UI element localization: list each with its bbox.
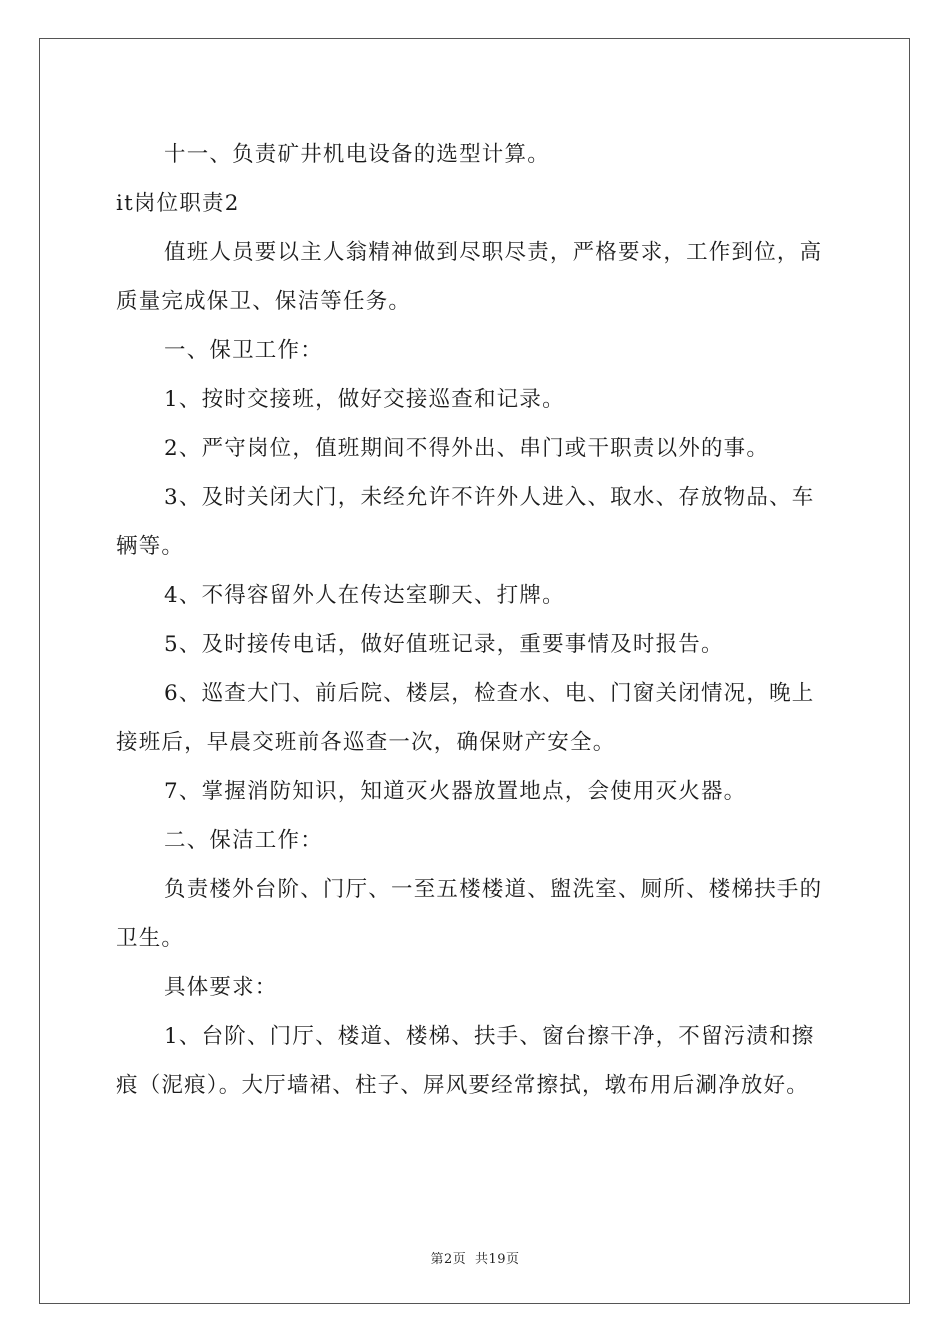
paragraph: 4、不得容留外人在传达室聊天、打牌。 [164, 583, 565, 608]
paragraph: 二、保洁工作： [164, 828, 323, 853]
paragraph: 1、按时交接班，做好交接巡查和记录。 [164, 387, 565, 412]
paragraph: 十一、负责矿井机电设备的选型计算。 [164, 142, 550, 167]
page-footer [0, 1248, 950, 1267]
paragraph: 2、严守岗位，值班期间不得外出、串门或干职责以外的事。 [164, 436, 770, 461]
paragraph: 1、台阶、门厅、楼道、楼梯、扶手、窗台擦干净，不留污渍和擦痕（泥痕）。大厅墙裙、柱子、屏风要经常擦拭，墩布用后涮净放好。 [116, 1024, 815, 1098]
paragraph: 6、巡查大门、前后院、楼层，检查水、电、门窗关闭情况，晚上接班后，早晨交班前各巡查一次，确保财产安全。 [116, 681, 815, 755]
section-heading: it岗位职责2 [116, 191, 240, 216]
paragraph: 具体要求： [164, 975, 278, 1000]
paragraph: 值班人员要以主人翁精神做到尽职尽责，严格要求，工作到位，高质量完成保卫、保洁等任务。 [116, 240, 823, 314]
paragraph: 5、及时接传电话，做好值班记录，重要事情及时报告。 [164, 632, 724, 657]
document-body [116, 130, 836, 1110]
paragraph: 一、保卫工作： [164, 338, 323, 363]
page-total: 共19页 [474, 1252, 520, 1267]
page-number: 第2页 [430, 1252, 467, 1267]
paragraph: 负责楼外台阶、门厅、一至五楼楼道、盥洗室、厕所、楼梯扶手的卫生。 [116, 877, 823, 951]
paragraph: 3、及时关闭大门，未经允许不许外人进入、取水、存放物品、车辆等。 [116, 485, 815, 559]
paragraph: 7、掌握消防知识，知道灭火器放置地点，会使用灭火器。 [164, 779, 747, 804]
